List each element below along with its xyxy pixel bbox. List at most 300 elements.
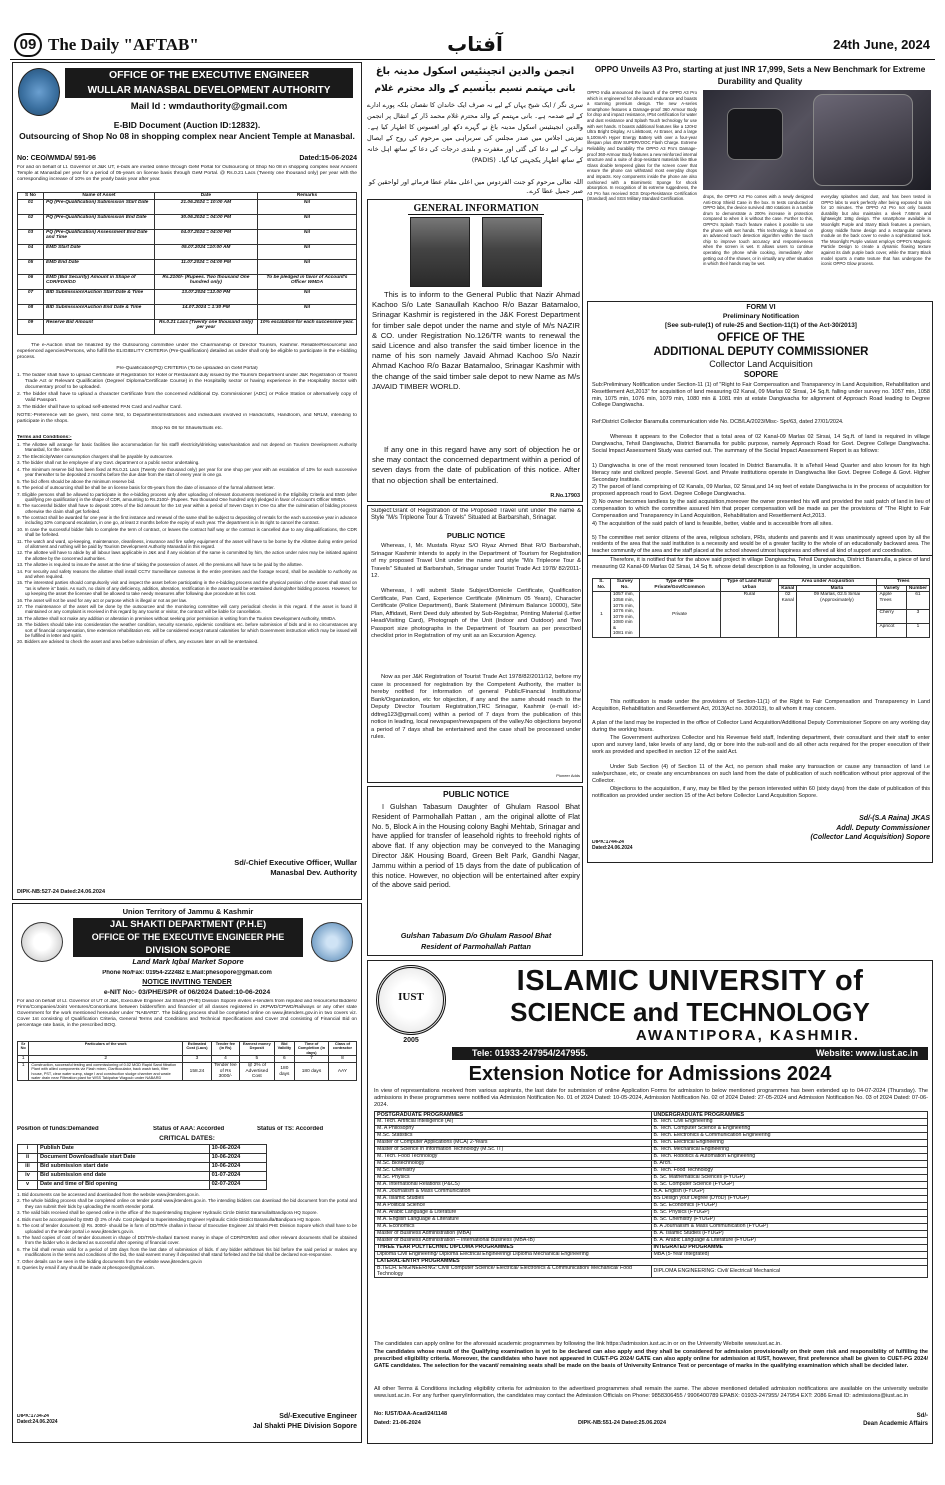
jalshakti-emblem bbox=[311, 922, 353, 962]
js-date-row bbox=[18, 1181, 267, 1190]
wmda-term-item: 7. Eligible persons shall be allowed to participate in the e-bidding process only after uploading of relevant documents mentioned in the Eligibility Criteria and EMD (after qualifying pre qualification) in the shape of CDR, amounting to Rs.2100/- (Rupees. Two thousand One hundred only) pledged in favor of Account's Officer WMDA. bbox=[17, 491, 357, 502]
masthead bbox=[0, 30, 945, 60]
wmda-term-item: 17. The maintenance of the asset will be done by the outsourcee and the monitoring committee will carry periodical checks in this regard. If the asset is found ill maintained or any complaint is received in this regard by any tourist or visitor, the contract will be liable for cancellation. bbox=[17, 604, 357, 615]
iust-pg-item: M.A. Economics bbox=[375, 1223, 652, 1230]
js-date-cell: 02-07-2024 bbox=[209, 1181, 266, 1190]
wmda-table-row bbox=[18, 304, 357, 319]
travel-p1: Whereas, I, Mr. Mustafa Riyaz S/O Riyaz Ahmed Bhat R/O Barbarshah, Srinagar Kashmir intends to apply in the Department of Tourism for Registration of my proposed Travel Unit under the name and style "M/s Tripleone Tour & Travels" Situated at Barbarshah, Srinagar under Tourist Trade Act 1978/ 82/2011-12. bbox=[371, 543, 581, 579]
js-date-cell: 10-06-2024 bbox=[209, 1145, 266, 1154]
js-item: 3. The valid bids received shall be opened online in the office of the Superintending Engineer Hydraulic Circle District Baramulla/Bandipora HQ Sopore. bbox=[17, 1210, 318, 1216]
adc-section: [See sub-rule(1) of rule-25 and Section-11(1) of the Act-30/2013] bbox=[665, 322, 857, 329]
wmda-term-item: 20. Bidders are advised to check the asset and area before submission of offers, any excuses later on will be entertained. bbox=[17, 639, 259, 645]
adc-notice-cont bbox=[587, 556, 933, 863]
wmda-table-cell: EMD End Date bbox=[44, 259, 155, 274]
wmda-table-header: S No bbox=[18, 193, 44, 200]
wmda-table-cell: Nil bbox=[257, 304, 356, 319]
iust-pg-item: M.A. International Relations (P&CS) bbox=[375, 1181, 652, 1188]
iust-seal bbox=[374, 965, 448, 1049]
wmda-dipk: DIPK-NB:527-24 Dated:24.06.2024 bbox=[17, 889, 106, 895]
wmda-term-item: 4. The minimum reserve bid has been fixed at Rs.0.21 Lacs (Twenty one thousand only) per year for one shop per year with an escalation of 10% for each successive year thereafter to be deposited 2 months before the due date from the start of every year in one go. bbox=[17, 466, 357, 478]
iust-ug-item: B. Tech. Food Technology bbox=[651, 1167, 928, 1174]
js-date-cell: Bid submission start date bbox=[38, 1163, 210, 1172]
iust-ug-item: B. Tech. Civil Engineering bbox=[651, 1119, 928, 1126]
adc-n4: 4) The acquisition of the said patch of land is feasible, better, viable and is accessible from all sites. bbox=[592, 521, 833, 527]
iust-programme-row bbox=[375, 1202, 928, 1209]
wmda-para1: The e-Auction shall be finalized by the Outsourcing committee under the Chairmanship of Director Tourism, Kashmir. Reliable/Resourceful and experienced agencies/Persons, who fulfill the ELIGIBILITY CRITERIA (Pre-Qualification) detailed as under shall only be eligible to participate in the e-bidding process. bbox=[17, 343, 357, 360]
adc-p1: Whereas it appears to the Collector that a total area of 02 Kanal-09 Marlas 02 Sirsai, 14 Sq.ft. of land is required in village Dangiwacha, Tehsil Dangiwacha, District Baramulla for public purpose, namely Approach Road for Govt. Degree College Dangiwacha. Social Impact Assessment Study was carried out. The summary of the Social Impact Assessment Report is as follows: bbox=[592, 434, 930, 454]
iust-pg-item: M.Sc. Chemistry bbox=[375, 1167, 652, 1174]
wmda-table-cell: 08 bbox=[18, 304, 44, 319]
page-number: 09 bbox=[14, 33, 42, 57]
js-sign: Sd/-Executive Engineer Jal Shakti PHE Division Sopore bbox=[252, 1413, 357, 1430]
js-table-colnum: 7 bbox=[295, 1056, 329, 1063]
wmda-emblem bbox=[18, 68, 60, 116]
adc-th-survey: Survey No. bbox=[610, 579, 639, 592]
adc-cell-land: Rural bbox=[720, 592, 779, 638]
iust-programme-row bbox=[375, 1188, 928, 1195]
iust-ug-item: B. Arch. bbox=[651, 1161, 928, 1168]
wmda-title-1: OFFICE OF THE EXECUTIVE ENGINEER bbox=[65, 68, 353, 83]
wmda-term-item: 18. The allottee shall not make any addition or alteration in premises without seeking prior permission in writing from the Tourism Development Authority, WMDA. bbox=[17, 615, 337, 621]
iust-name-2: SCIENCE and TECHNOLOGY bbox=[510, 997, 870, 1027]
iust-ug-item: B. Sc. Physics (FYUGP) bbox=[651, 1209, 928, 1216]
wmda-term-item: 19. The bidders should take into consideration the weather condition, security scenario, epidemic conditions etc. before submission of bids and in no circumstances any sort of financial compensation, time extension rehabilitation etc. will be considered except natural calamities for which Government instruction which may be issued will be fulfilled in letter and spirit. bbox=[17, 622, 357, 638]
adc-cell-marla: 09 Marlas, 02.5 Sirsai (Approximately) bbox=[797, 592, 877, 638]
iust-ug-item: B. Sc. Mathematical Sciences (FYUGP) bbox=[651, 1174, 928, 1181]
iust-ug-item: B. Sc. Economics (FYUGP) bbox=[651, 1202, 928, 1209]
js-cell-cost: 158.24 bbox=[183, 1062, 212, 1080]
urdu-closing: اللہ تعالی مرحوم کو جنت الفردوس میں اعلی مقام عطا فرمائے اور لواحقین کو صبر جمیل عطا کرے۔ bbox=[368, 178, 583, 195]
general-body: This is to inform to the General Public that Nazir Ahmad Kachoo S/o Late Sanaullah Kachoo R/o Bazar Batamaloo, Srinagar Kashmir is registered in the J&K Forest Department for timber sale depot under the name and style of M/s NAZIR & CO. under Registration No.126/TR wants to renewal the said Licence and also transfer the said timber licence in the name of his son namely Javaid Ahmad Kachoo S/o Nazir Ahmad Kachoo R/o Bazar Batamaloo, Srinagar Kashmir with the change of the said timber sale depot to new Name as M/s JAVAID TIMBER WORLD. bbox=[372, 290, 580, 391]
wmda-table-header: Date bbox=[154, 193, 257, 200]
oppo-col-3: everyday splashes and dust, and has been tested in OPPO labs to work perfectly after being exposed to rain for 10 minutes. The OPPO A3 Pro not only boasts durability but also maintains a sleek 7.68mm and lightweight 186g design. The smartphone available in Moonlight Purple and Starry Black features a premium, glossy middle frame design and a rectangular camera module on the back cover to evoke a sophisticated look. The Moonlight Purple variant employs OPPO's Magnetic Particle Design to create a dynamic flowing texture against its dark purple back cover, while the Starry Black model sports a matte texture that has undergone the iconic OPPO Glow process. bbox=[821, 194, 931, 267]
housing-body: I Gulshan Tabasum Daughter of Ghulam Rasool Bhat Resident of Parmohallah Pattan , am the original allotte of Flat No. 5, Block A in the Housing colony Baghi Mehtab, Srinagar and have applied for transfer of leasehold rights to freehold rights of above flat. If any objection may be conveyed to the Managing Director J&K Housing Board, Green Belt Park, Gandhi Nagar, Jammu within a period of 15 days from the date of publication of this notice. However, no objection will be entertained after expiry of the above said period. bbox=[372, 802, 580, 890]
wmda-table-cell: 04 bbox=[18, 244, 44, 259]
oppo-col-2: drops, the OPPO A3 Pro comes with a newly designed Anti-Drop Shield Case in the box. In tests conducted at OPPO labs, the device survived 450 rotations in a tumble drum to demonstrate a 200% increase in protection compared to when it is without the case. Further to this, OPPO's Splash Touch feature makes it possible to use the phone with wet hands. This technology is based on an advanced touch detection algorithm within the touch chip to improve touch accuracy and responsiveness when the screen is wet. It allows users to continue operating the phone while cooking, immediately after getting out of the shower, or in virtually any other situation in which their hands may be wet. bbox=[703, 194, 813, 267]
adc-cell-tree-2: Cherry bbox=[877, 610, 906, 624]
iust-pg-item: M.A. Journalism & Mass Communication bbox=[375, 1188, 652, 1195]
wmda-term-item: 10. In case the successful bidder fails to complete the term of contract, or leaves the contract half way or the contract is cancelled due to any disqualifications, the CDR shall be forfeited. bbox=[17, 526, 357, 538]
wmda-pq-item: 1. The bidder shall have to upload Certificate of Registration for Hotel or Restaurant duly issued by the Tourism Department under J&K Registration of Tourist Trade Act or Relevant Qualification (Degree/ Diploma/Certificate Course) in the Hospitality sector or having experience in the Hospitality Sector with documentary proof to be uploaded. bbox=[17, 373, 357, 390]
js-nit: e-NIT No:- 03/PHE/SPR of 06/2024 Dated:10-06-2024 bbox=[103, 989, 271, 996]
wmda-table-cell: BID Submission/Auction Start Date & Time bbox=[44, 289, 155, 304]
js-dept: JAL SHAKTI DEPARTMENT (P.H.E) bbox=[73, 918, 303, 931]
iust-pg-item: M.A. English Language & Literature bbox=[375, 1216, 652, 1223]
js-dates-table bbox=[17, 1144, 267, 1190]
photo-javaid-ahmad bbox=[482, 217, 542, 287]
iust-pg-item: M.A. Islamic Studies bbox=[375, 1195, 652, 1202]
adc-cell-tree-1-n: 61 bbox=[906, 592, 929, 610]
js-date-row bbox=[18, 1145, 267, 1154]
wmda-pq-item: 3. The Bidder shall have to upload self-attested PAN Card and Aadhar Card. bbox=[17, 404, 182, 410]
adc-cell-sno: 1 bbox=[593, 592, 611, 638]
iust-pg-item: M. Tech. Artificial Intelligence (AI) bbox=[375, 1119, 652, 1126]
urdu-heading: انجمن والدین انجینئیس اسکول مدینہ باغ bbox=[375, 66, 575, 77]
wmda-table-cell: EMD Start Date bbox=[44, 244, 155, 259]
wmda-term-item: 8. The successful bidder shall have to deposit 100% of the bid amount for the 1st year within a period of Seven Days In One Go after the culmination of bidding process otherwise the claim shall get forfeited. bbox=[17, 503, 357, 514]
adc-p7: Objections to the acquisition, if any, may be filled by the person interested within 60 (sixty days) from the date of publication of this notification as provided under section 15 of the Act before Collector Land Acquisition Sopore. bbox=[592, 786, 930, 799]
iust-ref-no: No: IUST/DAA-Acad/24/1148 bbox=[374, 1411, 448, 1417]
adc-title-3: Collector Land Acquisition bbox=[709, 359, 813, 369]
iust-ug-item: B. Tech. Electrical Engineering bbox=[651, 1140, 928, 1147]
wmda-table-header: Remarks bbox=[257, 193, 356, 200]
oppo-col-1: OPPO India announced the launch of the OPPO A3 Pro which is engineered for all-around endurance and boasts a stunning premium design. The new A-series smartphone features a Damage-proof 360 Armour Body for drop and impact resistance, IP54 certification for water and dust resistance and Splash Touch technology for use with wet hands. It boasts additional features like a 120Hz Ultra Bright Display, AI LinkBoost, AI Eraser, and a large 5,100mAh Hyper Energy Battery with over a four-year lifespan plus 45W SUPERVOOC Flash Charge. Extreme Reliability and Durability The OPPO A3 Pro's Damage-proof 360-Armour Body features a new reinforced internal structure and a suite of drop-resistant materials like Blue Glass double tempered glass for the screen cover that ensure the phone can withstand most everyday drops and impacts. Key components inside the phone are also cushioned with a Biomimetic Sponge for shock absorption. In recognition of its extreme ruggedness, the A3 Pro has received SGS Drop-Resistance Certification (Standard) and SGS Military Standard Certification. bbox=[587, 90, 697, 202]
adc-p6: Under Sub Section (4) of Section 11 of the Act, no person shall make any transaction or cause any transaction of land i.e sale/purchase, etc, or create any encumbrances on such land from the date of publication of such notification without prior approval of the Collector. bbox=[592, 764, 930, 784]
travel-title: PUBLIC NOTICE bbox=[446, 532, 506, 540]
wmda-terms-list bbox=[17, 442, 357, 856]
iust-programme-row bbox=[375, 1126, 928, 1133]
oppo-headline: OPPO Unveils A3 Pro, starting at just INR 17,999, Sets a New Benchmark for Extreme Durability and Quality bbox=[594, 65, 926, 86]
wmda-table-cell: 21.06.2024 = 10:00 AM bbox=[154, 199, 257, 214]
js-phone: Phone No/Fax: 01954-222482 E.Mail:phesopore@gmail.com bbox=[102, 970, 272, 976]
iust-pg-item: Master of Business Administration – International Business (MBA-IB) bbox=[375, 1237, 652, 1244]
wmda-term-item: 9. The contract shall be awarded for one year in the first instance and renewal of the same shall be subject to depositing of rentals for the each successive year in advance including 10% compound escalation, in one go, at least 2 months before the expiry of each year. The department is in its right to cancel the contract. bbox=[17, 515, 357, 526]
oppo-phone-back bbox=[813, 94, 913, 186]
issue-date: 24th June, 2024 bbox=[833, 37, 930, 52]
iust-programme-row bbox=[375, 1161, 928, 1168]
travel-p2: Whereas, I will submit State Subject/Domicile Certificate, Qualification Certificate, Pan Card, Experience Certificate (Minimum 05 Years), Character Certificate (Police Department), Bank Statement (Minimum Balance 10000), Site Plan, Affidavit, Rent Deed duly attested by Sub-Registrar, Printing Material (Letter Head/Visiting Card), Photograph of the Unit (Indoor and Outdoor) and Two Passport size photographs in the Department of Tourism as per prescribed checklist prior in Registration of my unit as an Excursion Agency. bbox=[371, 588, 581, 639]
iust-pg-item: Master of Computer Applications (MCA) 2-Years bbox=[375, 1140, 652, 1147]
adc-p4: A plan of the land may be inspected in the office of Collector Land Acquisition/Additional Deputy Commissioner Sopore on any working day during the working hours. bbox=[592, 720, 930, 733]
js-dipk: DIPK:1734-24 Dated:24.06.2024 bbox=[17, 1414, 58, 1425]
js-landmark: Land Mark Iqbal Market Sopore bbox=[132, 958, 244, 966]
wmda-dated: Dated:15-06-2024 bbox=[299, 155, 357, 162]
wmda-table-cell: 30.06.2024 = 04:00 PM bbox=[154, 214, 257, 229]
js-cell-emd: @ 2% of Advertised Cost bbox=[239, 1062, 274, 1080]
general-info-notice bbox=[367, 199, 583, 502]
js-cell-time: 180 days bbox=[295, 1062, 329, 1080]
wmda-term-item: 2. The Electricity/Water consumption chargers shall be payable by outsourcee. bbox=[17, 453, 174, 459]
wmda-table-cell: 03 bbox=[18, 229, 44, 244]
wmda-table-row bbox=[18, 199, 357, 214]
iust-dip-head: THREE YEAR POLYTECHNIC DIPLOMA PROGRAMMES bbox=[375, 1244, 652, 1251]
general-title: GENERAL INFORMATION bbox=[408, 202, 544, 215]
wmda-table-cell: EMD (Bid Security) Amount in Shape of CDR/FDR/DD bbox=[44, 274, 155, 289]
js-cell-validity: 180 days bbox=[274, 1062, 294, 1080]
iust-dated: Dated: 21-06-2024 bbox=[374, 1420, 421, 1426]
js-item: 1. Bid documents can be accessed and downloaded from the website www.jktenders.gov.in. bbox=[17, 1192, 200, 1197]
iust-programme-row bbox=[375, 1167, 928, 1174]
wmda-table-cell: Nil bbox=[257, 214, 356, 229]
wmda-table-cell: Nil bbox=[257, 289, 356, 304]
wmda-table-cell: Rs.0.21 Lacs (Twenty one thousand only) per year bbox=[154, 319, 257, 334]
iust-int: MBA (5-Year Integrated) bbox=[651, 1251, 928, 1258]
iust-seal-year: 2005 bbox=[403, 1037, 419, 1044]
js-date-cell: iv bbox=[18, 1172, 38, 1181]
iust-programmes-table bbox=[374, 1111, 928, 1321]
js-table-colnum: 1 bbox=[18, 1056, 29, 1063]
iust-ug-item: BS Design your Degree (DYoD) (FYUGP) bbox=[651, 1195, 928, 1202]
js-item: 8. Queries by email if any should be made at phesopore@gmail.com. bbox=[17, 1265, 155, 1271]
adc-th-title: Type of Title Private/Govt/Common bbox=[639, 579, 720, 592]
housing-sign-2: Resident of Parmohallah Pattan bbox=[421, 943, 531, 951]
wmda-table-cell: BID Submission/Auction End Date & Time bbox=[44, 304, 155, 319]
adc-th-area: Area under Acquisition bbox=[779, 579, 877, 586]
js-date-cell: Document Download/sale start Date bbox=[38, 1154, 210, 1163]
oppo-article bbox=[587, 62, 933, 298]
iust-pg-item: M.Sc. Biotechnology bbox=[375, 1161, 652, 1168]
js-cell-sno: 1 bbox=[18, 1062, 29, 1080]
wmda-term-item: 15. The interested parties should compulsorily visit and inspect the asset before participating in the e-bidding process and the physical position of the asset shall stand on "as is where is" basis. As such, no claim of any deficiency, addition, alteration, rectification in the asset would be entertained during/after bidding process. However, for up keeping the asset the licensee shall be allowed to take needy measures after following due procedure at his cost. bbox=[17, 580, 357, 597]
wmda-mail: Mail Id : wmdauthority@gmail.com bbox=[130, 101, 288, 112]
iust-ug-item: B. Tech. Mechanical Engineering bbox=[651, 1147, 928, 1154]
iust-lat-1: B.TECH. ENGINEERING: Civil/ Computer Science/ Electrical/ Electronics & Communication/ Mechanical/ Food Technology bbox=[375, 1265, 652, 1278]
wmda-table-row bbox=[18, 229, 357, 244]
wmda-table-cell: Rs.2100/- (Rupees. Two thousand One hundred only) bbox=[154, 274, 257, 289]
iust-int-head: INTEGRATED PROGRAMME bbox=[651, 1244, 928, 1251]
wmda-table-cell: 01 bbox=[18, 199, 44, 214]
wmda-term-item: 16. The asset will not be used for any act or purpose which is illegal or not as per law. bbox=[17, 597, 188, 603]
wmda-table-cell: Nil bbox=[257, 259, 356, 274]
oppo-camera-module bbox=[727, 108, 783, 160]
adc-th-trees: Trees bbox=[877, 579, 930, 586]
iust-ug-item: B. A. Arabic Language & Literature (FYUGP) bbox=[651, 1237, 928, 1244]
iust-dip: Diploma Civil Engineering/ Diploma Electrical Engineering/ Diploma Mechanical Engineering bbox=[375, 1251, 652, 1258]
js-ts: Status of TS: Accorded bbox=[257, 1126, 324, 1132]
iust-programme-row bbox=[375, 1119, 928, 1126]
iust-ug-item: B. Tech. Computer Science & Engineering bbox=[651, 1126, 928, 1133]
js-date-cell: Bid submission end date bbox=[38, 1172, 210, 1181]
iust-p2: The candidates whose result of the Qualifying examination is yet to be declared can also apply and they shall be considered for admission provisionally on their own risk and responsibility of fulfilling the prescribed eligibility criteria. Moreover, the candidates who have not appeared in CUET-PG 2024/ GATE can also apply online for admission at IUST, however, first preference shall be given to CUET-PG 2024/ GATE candidates. The selection for the vacant/ remaining seats shall be made on the basis of University Entrance Test or percentage of marks in the qualifying examination which shall be decided later. bbox=[374, 1349, 928, 1369]
wmda-table-cell: Nil bbox=[257, 229, 356, 244]
js-item: 5. The hard copies of cost of tender document in shape of DD/TR/e-challan/ Earnest money in shape of CDR/FDR/BG and other relevant documents shall be obtained from the bidder who is declared as successful after opening of financial cover. bbox=[17, 1235, 357, 1246]
iust-pg-item: M.A Political Science bbox=[375, 1202, 652, 1209]
js-date-row bbox=[18, 1163, 267, 1172]
adc-th-variety: Variety bbox=[877, 585, 906, 592]
wmda-pq-item: 2. The bidder shall have to upload a character Certificate from the concerned Additional Dy. Commissioner (ADC) or Police Station or alternatively copy of Valid Passport. bbox=[17, 391, 357, 403]
js-table-colnum: 3 bbox=[183, 1056, 212, 1063]
js-table-header: Estimated Cost (Lacs) bbox=[183, 1042, 212, 1056]
adc-n3: 3) No owner becomes landless by the said acquisition,moreover the owner presented his will and provided the said patch of land in lieu of compensation to which the committee assured him that proper compensation will be made as per the provisions of "The Right to Fair Compensation and Transparency in Land Acquisition, Rehabilitation and Resettlement Act,2013. bbox=[592, 499, 930, 519]
js-table-header: Bid Validity bbox=[274, 1042, 294, 1056]
housing-notice bbox=[367, 786, 583, 956]
js-cell-class: AAY bbox=[328, 1062, 356, 1080]
adc-th-kanal: Kanal bbox=[779, 585, 797, 592]
js-work-table bbox=[17, 1041, 357, 1123]
wmda-subject: Outsourcing of Shop No 08 in shopping complex near Ancient Temple at Manasbal. bbox=[19, 131, 355, 141]
wmda-table-cell: 02 bbox=[18, 214, 44, 229]
iust-sign: Sd/- Dean Academic Affairs bbox=[863, 1413, 928, 1427]
adc-notice bbox=[587, 301, 933, 556]
js-table-header: Earnest money Deposit bbox=[239, 1042, 274, 1056]
iust-lat-head: LATERAL-ENTRY PROGRAMMES bbox=[375, 1258, 928, 1265]
travel-p3: Now as per J&K Registration of Tourist Trade Act 1978/82/2011/12, before my case is processed for registration by the Competent Authority, the matter is hereby notified for information of general Public/Financial Institutions/ Bank/Organization, etc for objection, if any and the same should reach to the Deputy Director Tourism Registration,TRC Srinagar, Kashmir (e-mail id:-ddtreg123@gmail.com) within a period of 7 days from the publication of this notice in leading, local newspaper/newspapers of the valley.No objections beyond a period of 7 days shall be entertained and the case shall be processed under rules. bbox=[371, 674, 581, 740]
wmda-table-cell: Nil bbox=[257, 199, 356, 214]
wmda-term-item: 12. The allottee will have to abide by all labour laws applicable in J&K and if any violation of the same is committed by him, the action under rules may be initiated against the allottee by the concerned authorities. bbox=[17, 550, 357, 561]
wmda-table-cell: 07 bbox=[18, 289, 44, 304]
iust-ug-item: B.A. English (FYUGP) bbox=[651, 1188, 928, 1195]
wmda-table-cell: PQ (Pre-Qualification) Assessment End Date and Time bbox=[44, 229, 155, 244]
wmda-pq-list bbox=[17, 373, 357, 413]
js-table-colnum: 8 bbox=[328, 1056, 356, 1063]
adc-cell-kanal: 02 Kanal bbox=[779, 592, 797, 638]
adc-n2: 2) The parcel of land comprising of 02 Kanals, 09 Marlas, 02 Sirsai,and 14 sq feet of estate Dangiwacha is in the process of acquisition for proposed approach road to Govt. Degree College Dangiwacha. bbox=[592, 484, 930, 497]
jalshakti-notice bbox=[12, 903, 362, 1443]
iust-extension-title: Extension Notice for Admissions 2024 bbox=[468, 1063, 832, 1085]
iust-ug-item: B. Tech. Electronics & Communication Engineering bbox=[651, 1133, 928, 1140]
js-date-cell: 10-06-2024 bbox=[209, 1154, 266, 1163]
js-table-header: Tender fee (in Rs) bbox=[211, 1042, 239, 1056]
wmda-note2: Shop No 08 for Shawls/Suits etc. bbox=[151, 426, 223, 431]
iust-pg-item: Master of Science in Information Technology (M.Sc. IT) bbox=[375, 1147, 652, 1154]
wmda-table-cell: 14.07.2024 = 1:30 PM bbox=[154, 304, 257, 319]
paper-logo: آفتاب bbox=[447, 32, 503, 56]
iust-name-1: ISLAMIC UNIVERSITY of bbox=[516, 965, 864, 997]
adc-ref: Ref:District Collector Baramulla communication vide No. DCB/LA/2023/Misc- Spr/63, dated 27/01/2024. bbox=[592, 419, 844, 425]
adc-cell-tree-3-n: 1 bbox=[906, 624, 929, 638]
paper-name: The Daily "AFTAB" bbox=[48, 35, 199, 54]
adc-prelim: Preliminary Notification bbox=[722, 313, 800, 320]
wmda-table-cell: 10% escalation for each successive year. bbox=[257, 319, 356, 334]
js-date-cell: 01-07-2024 bbox=[209, 1172, 266, 1181]
iust-pg-item: M. A Philosophy bbox=[375, 1126, 652, 1133]
js-date-cell: Date and time of Bid opening bbox=[38, 1181, 210, 1190]
js-item: 4. Bids must be accompanied by EMD @ 2% of Adv. Cost pledged to Superintending Engineer Hydraulic Circle District Baramulla/Bandipora HQ Sopore. bbox=[17, 1216, 322, 1222]
wmda-ebid: E-BID Document (Auction ID:12832). bbox=[113, 120, 261, 130]
iust-dipk: DIPK-NB:551-24 Dated:25.06.2024 bbox=[578, 1420, 667, 1426]
adc-th-sno: S. No. bbox=[593, 579, 611, 592]
js-table-colnum: 2 bbox=[29, 1056, 183, 1063]
wmda-table-cell: 06 bbox=[18, 274, 44, 289]
iust-ug-item: B. Sc. Computer Science (FYUGP) bbox=[651, 1181, 928, 1188]
wmda-table-cell: Reserve Bid Amount bbox=[44, 319, 155, 334]
iust-contact-bar bbox=[452, 1047, 928, 1060]
wmda-term-item: 11. The watch and ward, up-keeping, maintenance, cleanliness, insurance and fire safety equipment of the asset will have to be borne by the Allottee during entire period of allotment and nothing will be paid by Tourism Development Authority Manasbal in this regard. bbox=[17, 538, 357, 549]
wmda-term-item: 14. For security and safety reasons the allottee shall install CCTV Surveillance cameras in the entire premises and the footage record, shall be available to Authority as and when required. bbox=[17, 568, 357, 579]
js-table-header: Time of Completion (in days) bbox=[295, 1042, 329, 1056]
wmda-table-cell: PQ (Pre-Qualification) Submission End Date bbox=[44, 214, 155, 229]
js-date-cell: 10-06-2024 bbox=[209, 1163, 266, 1172]
travel-subject: Subject:Grant of Registration of the Proposed Travel unit under the name & Style "M/s Tripleone Tour & Travels" Situated at Barbarshah, Srinagar. bbox=[371, 508, 581, 522]
iust-place: AWANTIPORA, KASHMIR. bbox=[635, 1027, 861, 1044]
wmda-term-item: 13. The allottee is required to insure the asset at the time of taking the possession of asset. All the premiums will have to be paid by the allottee. bbox=[17, 562, 303, 568]
js-table-colnum: 6 bbox=[274, 1056, 294, 1063]
wmda-table-row bbox=[18, 289, 357, 304]
wmda-term-item: 5. The bid offers should be above the minimum reserve bid. bbox=[17, 478, 136, 484]
adc-subject: Sub:Preliminary Notification under Section-11 (1) of "Right to Fair Compensation and Transparency in Land Acquisition, Rehabilitation and Resettlement Act,2013" for acquisition of land measuring 02 Kanal, 09 Marlas 02 Sirsai, 14 Sq.ft. falling under survey no. 1057 min, 1058 min, 1075 min, 1076 min, 1079 min, 1080 min & 1081 min at estate Dangiwacha for alignment of Approach Road leading to Degree College Dangiwacha. bbox=[592, 382, 930, 409]
wmda-table-row bbox=[18, 214, 357, 229]
iust-pg-item: Master of Business Administration (MBA) bbox=[375, 1230, 652, 1237]
wmda-table-cell: Nil bbox=[257, 244, 356, 259]
js-date-row bbox=[18, 1172, 267, 1181]
adc-th-number: Number bbox=[906, 585, 929, 592]
wmda-ref-no: No: CEO/WMDA/ 591-96 bbox=[17, 155, 96, 162]
adc-cell-survey: 1057 min, 1058 min, 1075 min, 1076 min, 1079 min, 1080 min & 1081 min bbox=[610, 592, 639, 638]
wmda-table-cell: 09 bbox=[18, 319, 44, 334]
iust-programme-row bbox=[375, 1154, 928, 1161]
js-date-cell: Publish Date bbox=[38, 1145, 210, 1154]
wmda-notice bbox=[12, 62, 362, 900]
adc-th-land: Type of Land Rural/ Urban bbox=[720, 579, 779, 592]
js-items bbox=[17, 1192, 357, 1402]
iust-pg-item: M.Sc. Physics bbox=[375, 1174, 652, 1181]
iust-pg-head: POSTGRADUATE PROGRAMMES bbox=[375, 1112, 652, 1119]
adc-p2: Therefore, it is notified that for the above said project in village Dangiwacha, Tehsil Dangiwacha, District Baramulla, a piece of land measuring 02 Kanal-09 Marlas 02 Sirsai, 14 Sq ft. whose detail description is as following, is under acquisition. bbox=[592, 557, 930, 570]
iust-web: Website: www.iust.ac.in bbox=[815, 1048, 918, 1058]
adc-n5: 5) The committee met senior citizens of the area, religious scholars, PRIs, students and parents and it was unanimously agreed upon by all the residents of the area that the said institution is a necessity and would be of a greater facility to the whole of an educationally backward area. The teacher community of the area and the staff placed at the school showed utmost happiness and offered all kind of support and coordination. bbox=[592, 535, 930, 554]
adc-th-marla: Marla bbox=[797, 585, 877, 592]
wmda-pq-title: Pre-Qualification(PQ) CRITERIA (To be uploaded on GeM Portal) bbox=[116, 366, 258, 371]
wmda-table-row bbox=[18, 244, 357, 259]
iust-seal-text: IUST bbox=[398, 991, 424, 1003]
iust-p1: The candidates can apply online for the aforesaid academic programmes by following the link https://admission.iust.ac.in or on the University Website www.iust.ac.in. bbox=[374, 1341, 782, 1347]
js-funds: Position of funds:Demanded bbox=[17, 1126, 99, 1132]
masthead-rule bbox=[10, 59, 935, 60]
wmda-table-cell: 04.07.2024 = 04:00 PM bbox=[154, 229, 257, 244]
iust-lat-2: DIPLOMA ENGINEERING: Civil/ Electrical/ Mechanical bbox=[651, 1265, 928, 1278]
urdu-body: سری نگر / ایک شیخ یہاں کے لیے نہ صرف ایک خاندان کا نقصان بلکہ پورے ادارے کے لیے صدمہ ہے۔ بانی مہتمم کے والد محترم غلام محمد ڈار کے انتقال پر انجمن والدین انجینئیس اسکول مدینہ باغ نے گہرے دکھ اور افسوس کا اظہار کیا ہے۔ تعزیتی اجلاس میں صدر مجلس کی سربراہی میں مرحوم کی روح کے ایصال ثواب کے لیے دعا کی گئی اور مغفرت و بلندی درجات کی دعا کے ساتھ اہل خانہ کے ساتھ اظہار یکجہتی کیا گیا۔ (PADIS) bbox=[367, 101, 583, 164]
adc-land-table bbox=[592, 578, 930, 698]
adc-n1: 1) Dangiwacha is one of the most renowned town located in District Baramulla. It is aTehsil Head Quarter and also known for its high literacy rate and civilized people. Several Govt. and Private institutions operate in Dangiwacha like Govt. Degree College & Govt. Higher Secondary Institute. bbox=[592, 463, 930, 483]
wmda-table-header: Name of Asset bbox=[44, 193, 155, 200]
wmda-sign: Sd/-Chief Executive Officer, Wullar Manasbal Dev. Authority bbox=[234, 858, 357, 877]
js-date-row bbox=[18, 1154, 267, 1163]
adc-title-2: ADDITIONAL DEPUTY COMMISSIONER bbox=[653, 346, 869, 358]
general-body-2: If any one in this regard have any sort of objection he or she may contact the concerned department within a period of seven days from the date of publication of this notice. After that no objection shall be entertained. bbox=[372, 445, 580, 485]
wmda-note: NOTE:-Preference will be given, first come first, to Departments/Institutions and individuals involved in Handicrafts, Handloom, and NRLM, intending to participate in the shops. bbox=[17, 413, 357, 424]
iust-programme-row bbox=[375, 1216, 928, 1223]
adc-cell-tree-3: Apricot bbox=[877, 624, 906, 638]
js-table-header: Class of contractor bbox=[328, 1042, 356, 1056]
jk-emblem bbox=[21, 922, 63, 962]
oppo-phone-image bbox=[703, 90, 931, 190]
wmda-term-item: 3. The bidder shall not be employee of any Govt. department or a public sector undertaking. bbox=[17, 460, 200, 466]
js-date-cell: v bbox=[18, 1181, 38, 1190]
js-division: DIVISION SOPORE bbox=[73, 944, 303, 957]
urdu-subheading: بانی مہتمم نسیم بیانسیم کے والد محترم غلام bbox=[374, 84, 576, 94]
js-table-header: Sr No bbox=[18, 1042, 29, 1056]
adc-cell-tree-1: Apple Trees bbox=[877, 592, 906, 610]
wmda-schedule-table bbox=[17, 192, 357, 340]
wmda-term-item: 1. The Allottee will arrange for basic facilities like accommodation for his staff/ electricity/drinking water/sanitation and not depend on Tourism Development Authority Manasbal, for the same. bbox=[17, 442, 357, 453]
iust-pg-item: M. Tech. Food Technology bbox=[375, 1154, 652, 1161]
js-table-header: Particulars of the work bbox=[29, 1042, 183, 1056]
iust-pg-item: M.A. Arabic Language & Literature bbox=[375, 1209, 652, 1216]
wmda-table-row bbox=[18, 319, 357, 334]
adc-p5: The Government authorizes Collector and his Revenue field staff, Indenting department, their consultant and their staff to enter upon and survey land, take levels of any land, dig or bore into the sub-soil and do all other acts required for the proper execution of their work as provided and specified in section 12 of the said Act. bbox=[592, 735, 930, 755]
housing-title: PUBLIC NOTICE bbox=[442, 789, 510, 799]
iust-ug-item: B. Sc. Chemistry (FYUGP) bbox=[651, 1216, 928, 1223]
js-item: 6. The bid shall remain valid for a period of 180 days from the last date of submission of bids. If any bidder withdraws his bid before the said period or makes any modifications in the terms and conditions of the bid, the said earnest money if deposited shall stand forfeited and the bid shall be declared non-responsive. bbox=[17, 1246, 357, 1258]
js-date-cell: i bbox=[18, 1145, 38, 1154]
js-aaa: Status of AAA: Accorded bbox=[153, 1126, 225, 1132]
iust-ug-head: UNDERGRADUATE PROGRAMMES bbox=[651, 1112, 928, 1119]
adc-title-1: OFFICE OF THE bbox=[717, 332, 805, 344]
wmda-term-item: 6. The period of outsourcing shall be shall be on license basis for 05-years from the date of issuance of the formal allotment letter. bbox=[17, 485, 275, 491]
wmda-table-cell: PQ (Pre-Qualification) Submission Start Date bbox=[44, 199, 155, 214]
js-item: 5. The cost of tender document @ Rs. 3000/- should be in form of DD/TR/e challan in favour of Executive Engineer Jal Shakti PHE Division Sopore which shall have to be uploaded on the tender portal i.e www.jktenders.gov.in. bbox=[17, 1223, 357, 1234]
js-table-colnum: 5 bbox=[239, 1056, 274, 1063]
wmda-table-cell: 11.07.2024 = 04:00 PM bbox=[154, 259, 257, 274]
adc-p3: This notification is made under the provisions of Section-11(1) of the Right to Fair Compensation and Transparency in Land Acquisition, Rehabilitation and Resettlement Act, 2013(Act no. 30/2013), to all whom it may concern. bbox=[592, 699, 930, 712]
js-office: OFFICE OF THE EXECUTIVE ENGINEER PHE bbox=[73, 931, 303, 944]
wmda-title-2: WULLAR MANASBAL DEVELOPMENT AUTHORITY bbox=[65, 83, 353, 98]
wmda-table-row bbox=[18, 274, 357, 289]
iust-ug-item: B. A. Islamic Studies (FYUGP) bbox=[651, 1230, 928, 1237]
photo-nazir-ahmad bbox=[410, 217, 470, 287]
iust-p3: All other Terms & Conditions including eligibility criteria for admission to the advertised programmes shall remain the same. The above mentioned detailed admission notifications are available on the university website www.iust.ac.in. For any further query/information, the candidates may contact the Admission Officials on Phone: 9858306455 / 9906400789 EPABX: 01933-247955/ 247954 EXT: 2086 Email ID: admissions@iust.ac.in bbox=[374, 1386, 928, 1399]
adc-form: FORM VI bbox=[746, 304, 776, 311]
iust-ug-item: B. A Journalism & Mass Communication (FYUGP) bbox=[651, 1223, 928, 1230]
iust-programme-row bbox=[375, 1195, 928, 1202]
js-date-cell: ii bbox=[18, 1154, 38, 1163]
js-cell-fee: Tender fee of Rs 3000/- bbox=[211, 1062, 239, 1080]
adc-cell-title: Private bbox=[639, 592, 720, 638]
wmda-table-cell: 05.07.2024 =10:00 AM bbox=[154, 244, 257, 259]
js-table-colnum: 4 bbox=[211, 1056, 239, 1063]
js-critical: CRITICAL DATES: bbox=[159, 1135, 215, 1142]
iust-pg-item: M.Sc. Statistics bbox=[375, 1133, 652, 1140]
